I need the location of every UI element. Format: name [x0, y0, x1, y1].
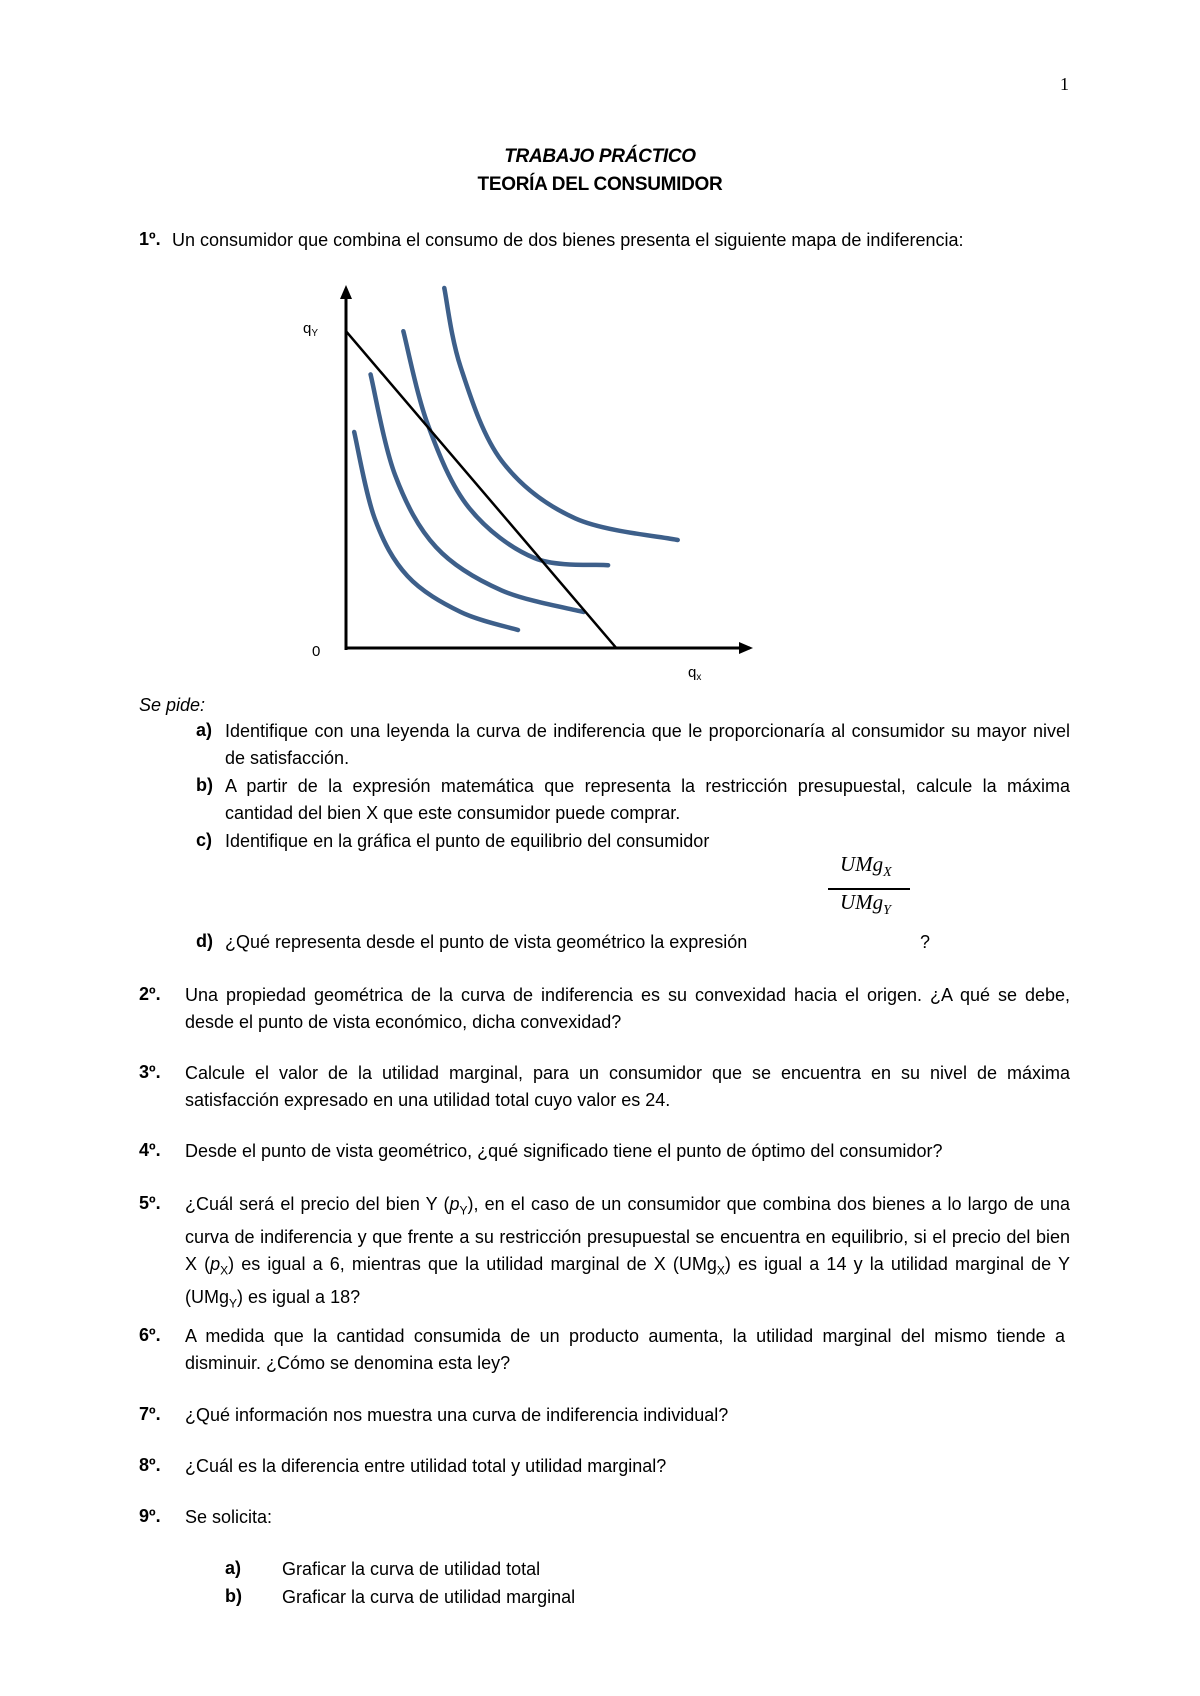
question-7-text: ¿Qué información nos muestra una curva de indiferencia individual? — [185, 1405, 729, 1425]
question-6-text: A medida que la cantidad consumida de un producto aumenta, la utilidad marginal del mismo tiende a disminuir. ¿Cómo se denomina esta ley? — [185, 1326, 1065, 1373]
fraction-denominator: UMg$_Y$ — [840, 890, 891, 919]
q1-item-b-text: A partir de la expresión matemática que representa la restricción presupuestal, calcule la máxima cantidad del bien X que este consumidor puede comprar. — [225, 776, 1070, 823]
q1-item-b-letter: b) — [196, 775, 213, 795]
x-axis-arrow-icon — [739, 642, 753, 654]
fraction-numerator: UMg$_X$ — [840, 852, 892, 881]
se-pide-label: Se pide: — [139, 695, 206, 715]
question-1-text: Un consumidor que combina el consumo de dos bienes presenta el siguiente mapa de indiferencia: — [172, 230, 964, 250]
question-5-number: 5º. — [139, 1193, 161, 1213]
question-8-number: 8º. — [139, 1455, 161, 1475]
q1-item-d-question-mark: ? — [920, 932, 931, 952]
question-3-number: 3º. — [139, 1062, 161, 1082]
budget-line — [346, 331, 616, 648]
q9-item-a-text: Graficar la curva de utilidad total — [282, 1559, 541, 1579]
indifference-curve-3 — [403, 331, 608, 565]
question-2-text: Una propiedad geométrica de la curva de indiferencia es su convexidad hacia el origen. ¿A qué se debe, desde el punto de vista económico, dicha convexidad? — [185, 985, 1070, 1032]
q1-item-d-letter: d) — [196, 931, 213, 951]
question-5-text: ¿Cuál será el precio del bien Y $(p_Y)$, en el caso de un consumidor que combina dos bienes a lo largo de una curva de indiferencia y que frente a su restricción presupuestal se encuentra en equilibrio, si el precio del bien X $(p_X)$ es igual a 6, mientras que la utilidad marginal de X (UMg$_X$) es igual a 14 y la utilidad marginal de Y (UMg$_Y$) es igual a 18? — [185, 1194, 1070, 1311]
q9-item-a-letter: a) — [225, 1558, 242, 1578]
question-8-text: ¿Cuál es la diferencia entre utilidad total y utilidad marginal? — [185, 1456, 667, 1476]
question-9-text: Se solicita: — [185, 1507, 273, 1527]
question-3-text: Calcule el valor de la utilidad marginal, para un consumidor que se encuentra en su nivel de máxima satisfacción expresado en una utilidad total cuyo valor es 24. — [185, 1063, 1070, 1110]
question-2-number: 2º. — [139, 984, 161, 1004]
x-axis-label: $q_x$ — [688, 664, 702, 683]
q1-item-c-text: Identifique en la gráfica el punto de equilibrio del consumidor — [225, 831, 710, 851]
y-axis-arrow-icon — [340, 285, 352, 299]
question-4-text: Desde el punto de vista geométrico, ¿qué significado tiene el punto de óptimo del consumidor? — [185, 1141, 943, 1161]
question-7-number: 7º. — [139, 1404, 161, 1424]
document-title: TRABAJO PRÁCTICO — [504, 146, 696, 167]
question-9-number: 9º. — [139, 1506, 161, 1526]
origin-label: 0 — [312, 643, 321, 660]
question-4-number: 4º. — [139, 1140, 161, 1160]
indifference-map-chart — [290, 285, 770, 690]
q9-item-b-letter: b) — [225, 1586, 242, 1606]
q1-item-c-letter: c) — [196, 830, 213, 850]
q1-item-a-text: Identifique con una leyenda la curva de indiferencia que le proporcionaría al consumidor su mayor nivel de satisfacción. — [225, 721, 1070, 768]
indifference-curve-4 — [444, 288, 677, 540]
y-axis-label: $q_Y$ — [303, 320, 319, 339]
q9-item-b-text: Graficar la curva de utilidad marginal — [282, 1587, 576, 1607]
question-1-number: 1º. — [139, 229, 161, 249]
question-6-number: 6º. — [139, 1325, 161, 1345]
q1-item-a-letter: a) — [196, 720, 213, 740]
document-subtitle: TEORÍA DEL CONSUMIDOR — [477, 174, 723, 195]
page-number: 1 — [1060, 74, 1069, 94]
q1-item-d-text: ¿Qué representa desde el punto de vista geométrico la expresión — [225, 932, 748, 952]
